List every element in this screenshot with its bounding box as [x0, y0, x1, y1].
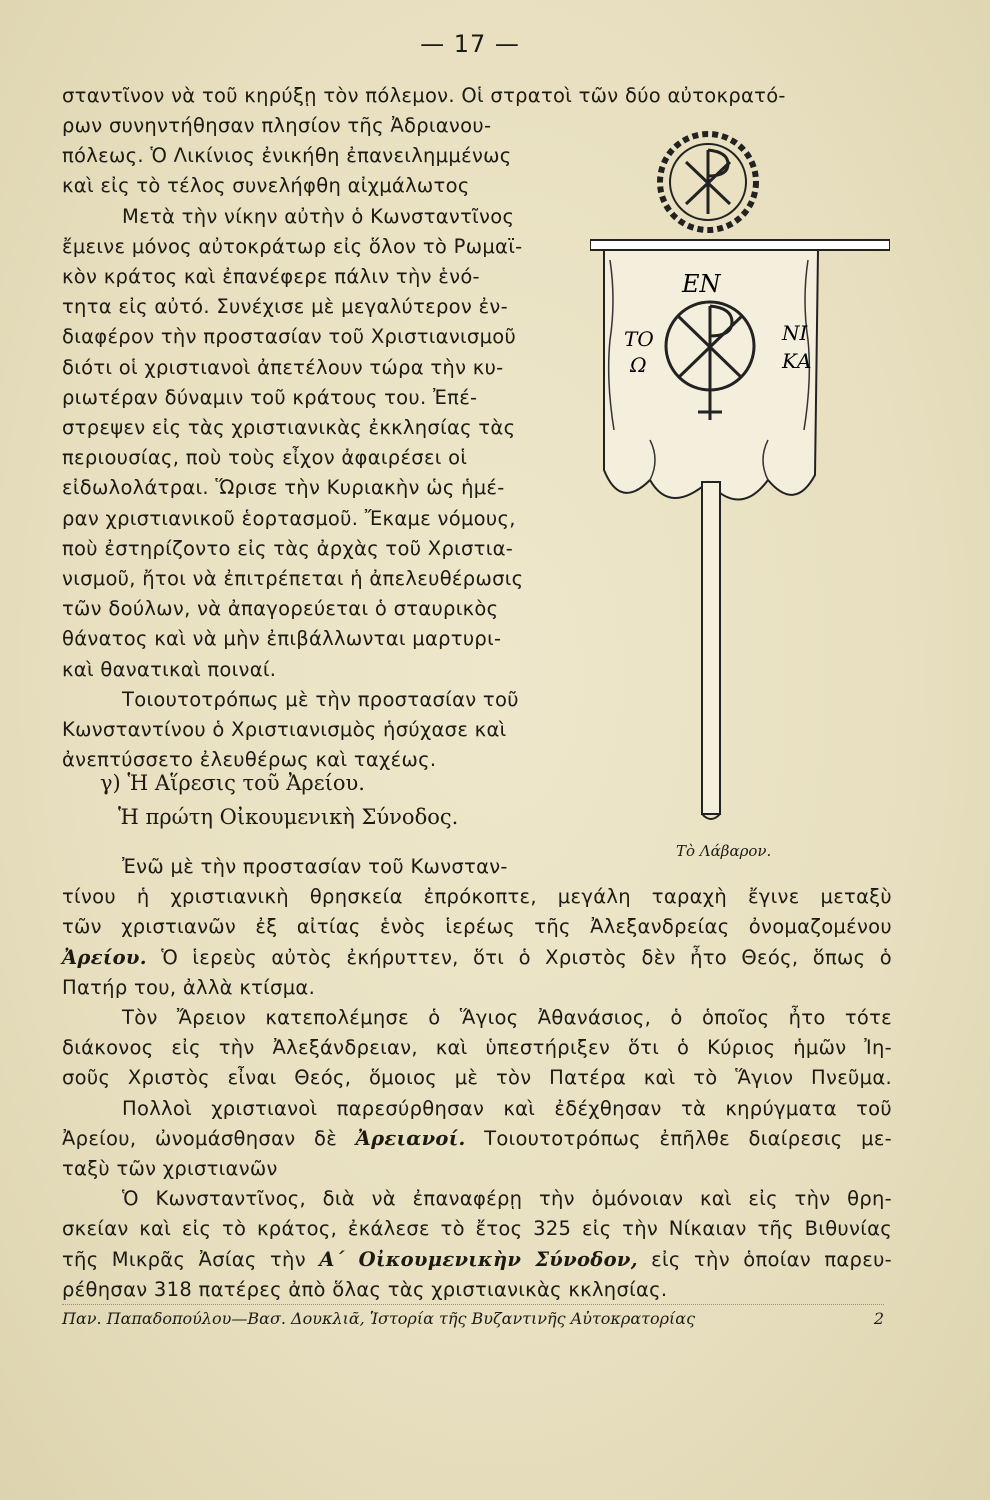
page-number: — 17 —	[420, 30, 520, 58]
text-column	[62, 111, 582, 775]
paragraph-line: τῶν χριστιανῶν ἐξ αἰτίας ἑνὸς ἱερέως τῆς Ἀλεξανδρείας ὀνομαζομένου	[62, 915, 892, 939]
paragraph-line: ταξὺ τῶν χριστιανῶν	[62, 1157, 278, 1181]
column-line: περιουσίας, ποὺ τοὺς εἶχον ἀφαιρέσει οἱ	[62, 446, 468, 470]
column-line: νισμοῦ, ἤτοι νὰ ἐπιτρέπεται ἡ ἀπελευθέρωσις	[62, 567, 524, 591]
banner-text-to: ΤΟ	[624, 327, 654, 351]
paragraph-line: Ὁ Κωνσταντῖνος, διὰ νὰ ἐπαναφέρῃ τὴν ὁμόνοιαν καὶ εἰς τὴν θρη-	[122, 1187, 892, 1211]
section-heading-line1: γ) Ἡ Αἵρεσις τοῦ Ἀρείου.	[100, 771, 365, 795]
paragraph-line: σκείαν καὶ εἰς τὸ κράτος, ἐκάλεσε τὸ ἔτος 325 εἰς τὴν Νίκαιαν τῆς Βιθυνίας	[62, 1217, 892, 1241]
footer-citation: Παν. Παπαδοπούλου—Βασ. Δουκλιᾶ, Ἱστορία τῆς Βυζαντινῆς Αὐτοκρατορίας	[62, 1309, 696, 1328]
paragraph-line: διάκονος εἰς τὴν Ἀλεξάνδρειαν, καὶ ὑπεστήριξεν ὅτι ὁ Κύριος ἡμῶν Ἰη-	[62, 1036, 892, 1060]
line-text: Ἀρείου, ὠνομάσθησαν δὲ	[62, 1126, 356, 1150]
line-text: εἰς τὴν ὁποίαν παρευ-	[637, 1247, 892, 1271]
labarum-illustration	[590, 120, 890, 840]
banner-text-ni: ΝΙ	[782, 321, 808, 345]
column-line: ἔμεινε μόνος αὐτοκράτωρ εἰς ὅλον τὸ Ρωμαϊ-	[62, 234, 523, 258]
banner-text-o: Ω	[630, 353, 647, 377]
top-line: σταντῖνον νὰ τοῦ κηρύξῃ τὸν πόλεμον. Οἱ στρατοὶ τῶν δύο αὐτοκρατό-	[62, 84, 786, 107]
page-footer	[62, 1304, 884, 1328]
paragraph-line: τίνου ἡ χριστιανικὴ θρησκεία ἐπρόκοπτε, μεγάλη ταραχὴ ἔγινε μεταξὺ	[62, 885, 892, 909]
banner-text-en: ΕΝ	[682, 270, 721, 298]
column-line: ποὺ ἐστηρίζοντο εἰς τὰς ἀρχὰς τοῦ Χριστια-	[62, 536, 514, 560]
paragraph-line: Πολλοὶ χριστιανοὶ παρεσύρθησαν καὶ ἐδέχθησαν τὰ κηρύγματα τοῦ	[122, 1096, 892, 1120]
paragraph-line	[62, 943, 892, 973]
column-line: τῶν δούλων, νὰ ἀπαγορεύεται ὁ σταυρικὸς	[62, 597, 499, 621]
column-line: ριωτέραν δύναμιν τοῦ κράτους του. Ἐπέ-	[62, 385, 478, 409]
paragraph-line	[62, 1124, 892, 1154]
emphasized-term: Ἀρειανοί.	[355, 1126, 466, 1150]
paragraph-line	[62, 1245, 892, 1275]
column-line: στρεψεν εἰς τὰς χριστιανικὰς ἐκκλησίας τὰς	[62, 416, 516, 440]
column-line: ἀνεπτύσσετο ἐλευθέρως καὶ ταχέως.	[62, 748, 437, 772]
paragraph-line: Πατήρ του, ἀλλὰ κτίσμα.	[62, 975, 316, 999]
paragraph-line: Τὸν Ἄρειον κατεπολέμησε ὁ Ἅγιος Ἀθανάσιος, ὁ ὁποῖος ἦτο τότε	[122, 1006, 892, 1030]
paragraph-line: σοῦς Χριστὸς εἶναι Θεός, ὅμοιος μὲ τὸν Πατέρα καὶ τὸ Ἅγιον Πνεῦμα.	[62, 1066, 892, 1090]
column-line: ραν χριστιανικοῦ ἑορτασμοῦ. Ἔκαμε νόμους,	[62, 506, 516, 530]
column-line: καὶ θανατικαὶ ποιναί.	[62, 657, 277, 681]
column-line: τητα εἰς αὐτό. Συνέχισε μὲ μεγαλύτερον ἐν-	[62, 295, 508, 319]
column-line: Κωνσταντίνου ὁ Χριστιανισμὸς ἡσύχασε καὶ	[62, 718, 507, 742]
column-line: πόλεως. Ὁ Λικίνιος ἐνικήθη ἐπανειλημμένως	[62, 144, 512, 168]
column-line: διότι οἱ χριστιανοὶ ἀπετέλουν τώρα τὴν κυ-	[62, 355, 504, 379]
line-text: Τοιουτοτρόπως ἐπῆλθε διαίρεσις με-	[465, 1126, 892, 1150]
lower-text	[62, 852, 892, 1305]
paragraph-line: ρέθησαν 318 πατέρες ἀπὸ ὅλας τὰς χριστιανικὰς κκλησίας.	[62, 1277, 668, 1301]
emphasized-term: Ἀρείου.	[62, 945, 147, 969]
column-line: ρων συνηντήθησαν πλησίον τῆς Ἀδριανου-	[62, 114, 492, 137]
footer-sheet-number: 2	[873, 1309, 884, 1328]
line-text: Ὁ ἱερεὺς αὐτὸς ἐκήρυττεν, ὅτι ὁ Χριστὸς δὲν ἦτο Θεός, ὅπως ὁ	[146, 945, 892, 969]
emphasized-term: Α΄ Οἰκουμενικὴν Σύνοδον,	[319, 1247, 638, 1271]
column-line: Τοιουτοτρόπως μὲ τὴν προστασίαν τοῦ	[122, 687, 519, 711]
column-line: θάνατος καὶ νὰ μὴν ἐπιβάλλωνται μαρτυρι-	[62, 627, 502, 651]
section-heading-line2: Ἡ πρώτη Οἰκουμενικὴ Σύνοδος.	[118, 805, 459, 829]
column-line: διαφέρον τὴν προστασίαν τοῦ Χριστιανισμοῦ	[62, 325, 517, 349]
column-line: καὶ εἰς τὸ τέλος συνελήφθη αἰχμάλωτος	[62, 174, 470, 198]
column-line: εἰδωλολάτραι. Ὥρισε τὴν Κυριακὴν ὡς ἡμέ-	[62, 476, 505, 500]
illustration-caption: Τὸ Λάβαρον.	[676, 842, 772, 860]
wreath-icon	[660, 134, 756, 230]
column-line: κὸν κράτος καὶ ἐπανέφερε πάλιν τὴν ἑνό-	[62, 265, 480, 289]
line-text: τῆς Μικρᾶς Ἀσίας τὴν	[62, 1247, 320, 1271]
paragraph-line: Ἐνῶ μὲ τὴν προστασίαν τοῦ Κωνσταν-	[122, 855, 508, 878]
banner-text-ka: ΚΑ	[782, 349, 812, 373]
column-line: Μετὰ τὴν νίκην αὐτὴν ὁ Κωνσταντῖνος	[122, 204, 515, 228]
